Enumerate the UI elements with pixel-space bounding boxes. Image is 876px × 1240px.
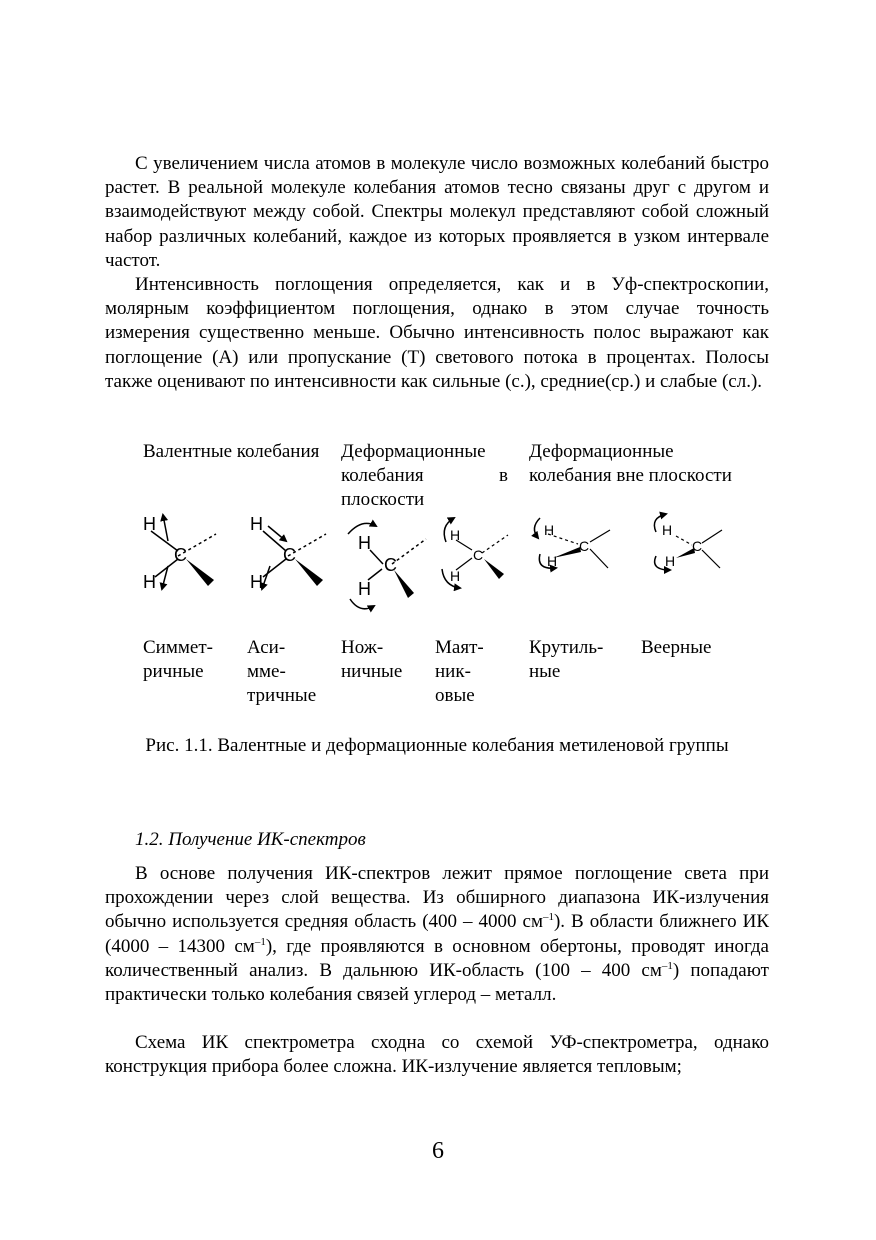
label-symmetric: Симмет- ричные <box>143 637 213 682</box>
svg-text:C: C <box>384 555 397 575</box>
svg-text:H: H <box>358 579 371 599</box>
symmetric-stretch-diagram <box>143 514 216 592</box>
label-twisting: Крутиль- ные <box>529 637 604 682</box>
svg-text:H: H <box>662 522 673 538</box>
paragraph-spectrometer: Схема ИК спектрометра сходна со схемой УФ-спектрометра, однако конструкция прибора более сложна. ИК-излучение является тепловым; <box>105 1032 769 1078</box>
figure-methylene-vibrations <box>138 440 778 715</box>
svg-text:H: H <box>358 533 371 553</box>
svg-text:H: H <box>250 572 263 592</box>
vibration-diagrams <box>138 504 778 629</box>
asymmetric-stretch-diagram <box>250 514 326 592</box>
svg-text:H: H <box>450 527 461 543</box>
svg-text:H: H <box>450 568 461 584</box>
svg-text:C: C <box>473 547 484 563</box>
scissoring-diagram <box>348 523 426 608</box>
svg-text:H: H <box>143 572 156 592</box>
group-header-out-of-plane: Деформационные колебания вне плоскости <box>529 441 732 486</box>
label-scissoring: Нож- ничные <box>341 637 403 682</box>
svg-text:H: H <box>544 522 555 538</box>
svg-text:H: H <box>143 514 156 534</box>
svg-text:H: H <box>547 553 558 569</box>
twisting-diagram <box>534 518 610 569</box>
group-header-stretching: Валентные колебания <box>143 441 320 462</box>
group-header-in-plane: Деформационные колебания в плоскости <box>341 441 508 510</box>
label-rocking: Маят- ник- овые <box>435 637 484 706</box>
svg-text:H: H <box>250 514 263 534</box>
rocking-diagram <box>442 518 508 588</box>
svg-text:H: H <box>665 553 676 569</box>
figure-caption: Рис. 1.1. Валентные и деформационные колебания метиленовой группы <box>145 735 729 756</box>
svg-text:C: C <box>283 545 296 565</box>
paragraph-ir-regions: В основе получения ИК-спектров лежит прямое поглощение света при прохождении через слой вещества. Из обширного диапазона ИК-излучения обычно используется средняя область (400 – 4000 $см^{-1}$). В области ближнего ИК (4000 – 14300 $см^{-1}$), где проявляются в основном обертоны, проводят иногда количественный анализ. В дальнюю ИК-область (100 – 400 $см^{-1}$) попадают практически только колебания связей углерод – металл. <box>105 863 769 1006</box>
section-heading: 1.2. Получение ИК-спектров <box>135 829 366 850</box>
svg-text:C: C <box>579 538 590 554</box>
svg-text:C: C <box>692 538 703 554</box>
label-asymmetric: Аси- мме- тричные <box>247 637 317 706</box>
paragraph-vibrations-intro: С увеличением числа атомов в молекуле число возможных колебаний быстро растет. В реальной молекуле колебания атомов тесно связаны друг с другом и взаимодействуют между собой. Спектры молекул представляют собой сложный набор различных колебаний, каждое из которых проявляется в узком интервале частот. <box>105 153 769 271</box>
label-wagging: Веерные <box>641 637 712 658</box>
page-number: 6 <box>432 1138 444 1164</box>
svg-text:C: C <box>174 545 187 565</box>
paragraph-intensity: Интенсивность поглощения определяется, как и в Уф-спектроскопии, молярным коэффициентом поглощения, однако в этом случае точность измерения существенно меньше. Обычно интенсивность полос выражают как поглощение (А) или пропускание (Т) светового потока в процентах. Полосы также оценивают по интенсивности как сильные (с.), средние(ср.) и слабые (сл.). <box>105 274 769 392</box>
wagging-diagram <box>654 514 722 570</box>
